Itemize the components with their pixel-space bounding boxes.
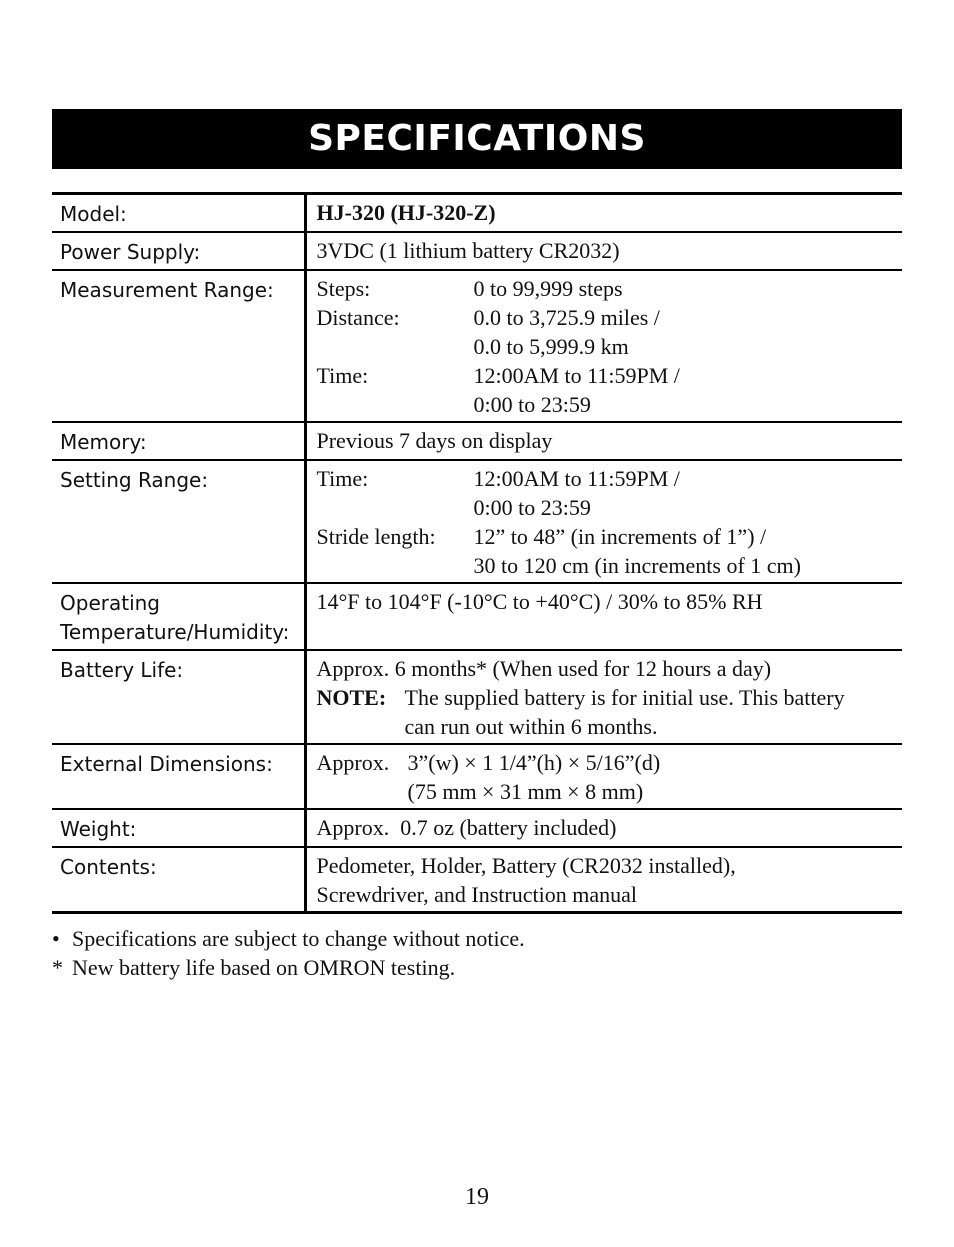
spec-value: 3VDC (1 lithium battery CR2032): [305, 232, 902, 270]
page-number: 19: [465, 1184, 489, 1210]
note-key: NOTE:: [316, 685, 387, 710]
note-text: The supplied battery is for initial use. This battery: [404, 685, 845, 710]
sub-key: Time:: [316, 466, 369, 491]
spec-value: [305, 460, 902, 583]
table-row: [52, 194, 902, 233]
spec-label: Memory:: [52, 422, 305, 460]
table-row: [52, 422, 902, 460]
bullet-mark: •: [52, 926, 60, 951]
spec-label: [52, 583, 305, 650]
spec-value: Previous 7 days on display: [305, 422, 902, 460]
sub-key: Time:: [316, 363, 369, 388]
table-row: [52, 232, 902, 270]
spec-label: Power Supply:: [52, 232, 305, 270]
spec-label: Setting Range:: [52, 460, 305, 583]
specifications-table: [52, 192, 902, 914]
spec-value: [305, 744, 902, 809]
spec-label-line: Temperature/Humidity:: [60, 620, 290, 644]
sub-value: 0.0 to 3,725.9 miles /: [473, 305, 660, 330]
spec-value: [305, 270, 902, 422]
spec-label: Battery Life:: [52, 650, 305, 744]
footnote-text: Specifications are subject to change without notice.: [72, 926, 525, 951]
page-title: SPECIFICATIONS: [52, 109, 902, 169]
sub-value: 12” to 48” (in increments of 1”) /: [473, 524, 767, 549]
table-row: [52, 460, 902, 583]
asterisk-mark: *: [52, 955, 63, 980]
spec-value: [305, 847, 902, 913]
spec-value: HJ-320 (HJ-320-Z): [316, 200, 496, 225]
sub-value: 12:00AM to 11:59PM /: [473, 363, 680, 388]
sub-key: Distance:: [316, 305, 400, 330]
footnotes: [52, 924, 902, 982]
sub-value: 3”(w) × 1 1/4”(h) × 5/16”(d): [407, 750, 661, 775]
spec-label-line: Operating: [60, 591, 160, 615]
sub-value: Pedometer, Holder, Battery (CR2032 installed),: [316, 853, 736, 878]
sub-value: 30 to 120 cm (in increments of 1 cm): [473, 553, 801, 578]
spec-value: Approx. 0.7 oz (battery included): [305, 809, 902, 847]
table-row: [52, 809, 902, 847]
spec-label: Contents:: [52, 847, 305, 913]
table-row: [52, 847, 902, 913]
note-text: can run out within 6 months.: [404, 714, 658, 739]
table-row: [52, 650, 902, 744]
spec-label: External Dimensions:: [52, 744, 305, 809]
sub-key: Steps:: [316, 276, 371, 301]
footnote: [52, 924, 902, 953]
table-row: [52, 744, 902, 809]
spec-label: Measurement Range:: [52, 270, 305, 422]
footnote: [52, 953, 902, 982]
spec-value: 14°F to 104°F (-10°C to +40°C) / 30% to 85% RH: [305, 583, 902, 650]
footnote-text: New battery life based on OMRON testing.: [72, 955, 456, 980]
table-row: [52, 270, 902, 422]
sub-value: 0.0 to 5,999.9 km: [473, 334, 629, 359]
sub-value: (75 mm × 31 mm × 8 mm): [407, 779, 644, 804]
spec-value: [305, 650, 902, 744]
sub-key: Stride length:: [316, 524, 436, 549]
spec-label: Model:: [52, 194, 305, 233]
sub-value: 12:00AM to 11:59PM /: [473, 466, 680, 491]
sub-value: 0:00 to 23:59: [473, 392, 591, 417]
table-row: [52, 583, 902, 650]
sub-value: 0 to 99,999 steps: [473, 276, 623, 301]
sub-value: Screwdriver, and Instruction manual: [316, 882, 637, 907]
sub-value: 0:00 to 23:59: [473, 495, 591, 520]
spec-label: Weight:: [52, 809, 305, 847]
sub-key: Approx.: [316, 750, 390, 775]
sub-value: Approx. 6 months* (When used for 12 hours a day): [316, 656, 772, 681]
